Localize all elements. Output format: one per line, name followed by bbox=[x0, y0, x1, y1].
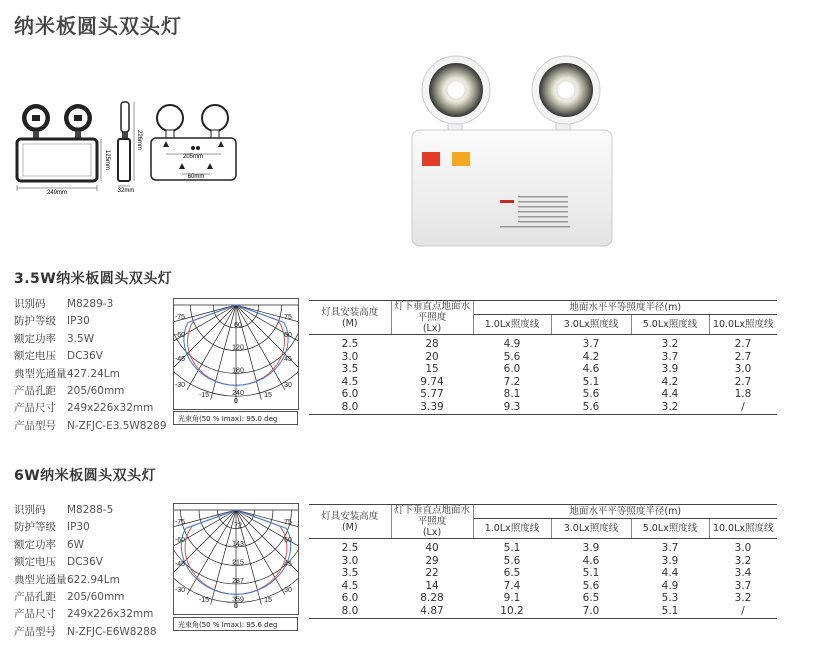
spec-key: 典型光通量 bbox=[14, 367, 67, 380]
polar-angle-label: 15 bbox=[264, 597, 272, 604]
spec-row bbox=[14, 537, 157, 554]
beam-angle-caption: 光束角(50 % Imax): 95.0 deg bbox=[173, 411, 298, 425]
table-cell: 4.87 bbox=[391, 605, 473, 618]
spec-row bbox=[14, 366, 167, 383]
spec-value: 6W bbox=[67, 538, 85, 551]
table-cell: 4.2 bbox=[661, 375, 679, 388]
polar-angle-label: -45 bbox=[174, 561, 186, 568]
spec-value: N-ZFJC-E6W8288 bbox=[67, 625, 157, 638]
table-cell: 6.5 bbox=[582, 592, 600, 605]
total-height-label: 226mm bbox=[136, 129, 142, 151]
table-cell: 3.7 bbox=[661, 350, 679, 363]
header-sub: 3.0Lx照度线 bbox=[551, 519, 631, 539]
table-cell: 7.4 bbox=[503, 579, 521, 592]
spec-row bbox=[14, 502, 157, 519]
table-cell: 5.1 bbox=[503, 542, 521, 554]
spec-value: DC36V bbox=[67, 350, 103, 363]
illuminance-table bbox=[309, 504, 777, 619]
spec-value: 205/60mm bbox=[67, 591, 125, 604]
table-row bbox=[309, 376, 777, 389]
spec-list bbox=[14, 296, 167, 435]
table-cell: 3.7 bbox=[661, 542, 679, 554]
dimension-drawing bbox=[10, 98, 246, 196]
spec-value: M8288-5 bbox=[67, 504, 114, 516]
polar-ring-label: 180 bbox=[232, 367, 244, 375]
back-view bbox=[151, 105, 236, 180]
spec-key: 产品尺寸 bbox=[14, 608, 56, 621]
height-label: 125mm bbox=[104, 149, 110, 171]
table-cell: 5.6 bbox=[582, 388, 600, 401]
table-cell: 40 bbox=[425, 542, 439, 554]
header-height: 灯具安装高度 (M) bbox=[309, 505, 391, 539]
depth-label: 32mm bbox=[117, 188, 135, 194]
polar-angle-label: 45 bbox=[284, 356, 292, 363]
table-row bbox=[309, 555, 777, 568]
polar-angle-label: -15 bbox=[198, 597, 210, 604]
spec-row bbox=[14, 606, 157, 623]
header-radius: 地面水平平等照度半径(m) bbox=[473, 301, 777, 315]
table-cell: 3.2 bbox=[734, 592, 752, 605]
polar-ring-label: 215 bbox=[232, 559, 244, 567]
polar-ring-label: 72 bbox=[234, 522, 242, 530]
table-cell: 8.0 bbox=[309, 605, 391, 618]
table-cell: 9.1 bbox=[503, 592, 521, 605]
polar-diagram bbox=[173, 503, 299, 615]
table-cell: 20 bbox=[425, 350, 439, 363]
spec-list bbox=[14, 502, 157, 641]
table-cell: 1.8 bbox=[734, 388, 752, 401]
table-row bbox=[309, 351, 777, 364]
table-cell: 3.2 bbox=[734, 554, 752, 567]
spec-value: N-ZFJC-E3.5W8289 bbox=[67, 419, 167, 432]
table-cell: 2.7 bbox=[734, 338, 752, 350]
polar-angle-label: -15 bbox=[198, 392, 210, 399]
table-cell: 5.6 bbox=[551, 401, 631, 414]
polar-angle-label: 75 bbox=[284, 519, 292, 526]
header-height: 灯具安装高度 (M) bbox=[309, 301, 391, 335]
table-cell: 2.5 bbox=[341, 542, 359, 554]
spec-key: 识别码 bbox=[14, 298, 46, 310]
spec-key: 额定电压 bbox=[14, 556, 56, 569]
spec-key: 产品孔距 bbox=[14, 591, 56, 604]
spec-value: M8289-3 bbox=[67, 298, 114, 310]
width-label: 249mm bbox=[46, 190, 68, 196]
table-cell: 4.9 bbox=[503, 338, 521, 350]
spec-row bbox=[14, 383, 167, 400]
table-row bbox=[309, 567, 777, 580]
spec-value: 427.24Lm bbox=[67, 367, 120, 380]
header-sub: 1.0Lx照度线 bbox=[473, 519, 551, 539]
spec-value: 249x226x32mm bbox=[67, 402, 154, 415]
spec-value: IP30 bbox=[67, 315, 90, 328]
table-cell: 9.74 bbox=[420, 375, 444, 388]
table-cell: 28 bbox=[425, 338, 439, 350]
table-cell: 3.9 bbox=[582, 542, 600, 554]
table-cell: 8.0 bbox=[309, 401, 391, 414]
header-radius: 地面水平平等照度半径(m) bbox=[473, 505, 777, 519]
spec-key: 额定电压 bbox=[14, 350, 56, 363]
polar-angle-label: 60 bbox=[284, 537, 292, 544]
spec-key: 产品孔距 bbox=[14, 385, 56, 398]
table-cell: 3.5 bbox=[341, 567, 359, 580]
spec-key: 典型光通量 bbox=[14, 573, 67, 586]
spec-key: 产品型号 bbox=[14, 419, 56, 432]
header-sub: 1.0Lx照度线 bbox=[473, 315, 551, 335]
header-sub: 5.0Lx照度线 bbox=[631, 519, 709, 539]
polar-angle-label: 75 bbox=[284, 314, 292, 321]
spec-key: 防护等级 bbox=[14, 521, 56, 534]
polar-ring-label: 60 bbox=[234, 321, 242, 329]
polar-angle-label: 30 bbox=[284, 382, 292, 389]
table-cell: 3.0 bbox=[341, 350, 359, 363]
spec-row bbox=[14, 554, 157, 571]
spec-value: 3.5W bbox=[67, 332, 95, 345]
table-cell: / bbox=[709, 605, 777, 618]
table-cell: 5.77 bbox=[420, 388, 444, 401]
table-cell: 3.7 bbox=[582, 338, 600, 350]
spec-row bbox=[14, 313, 167, 330]
table-row bbox=[309, 580, 777, 593]
table-row bbox=[309, 335, 777, 351]
table-cell: 2.7 bbox=[734, 350, 752, 363]
polar-angle-label: -60 bbox=[174, 332, 186, 339]
polar-angle-label: 30 bbox=[284, 587, 292, 594]
table-cell: 9.3 bbox=[473, 401, 551, 414]
table-cell: 4.4 bbox=[661, 388, 679, 401]
table-cell: 3.9 bbox=[661, 363, 679, 376]
polar-angle-label: 45 bbox=[284, 561, 292, 568]
table-cell: 14 bbox=[425, 579, 439, 592]
table-cell: 22 bbox=[425, 567, 439, 580]
table-cell: 4.9 bbox=[661, 579, 679, 592]
polar-ring-label: 240 bbox=[232, 390, 244, 398]
polar-angle-label: -45 bbox=[174, 356, 186, 363]
beam-angle-caption: 光束角(50 % Imax): 95.6 deg bbox=[173, 617, 298, 631]
table-cell: 5.1 bbox=[631, 605, 709, 618]
spec-value: 249x226x32mm bbox=[67, 608, 154, 621]
header-sub: 5.0Lx照度线 bbox=[631, 315, 709, 335]
table-cell: 4.5 bbox=[341, 579, 359, 592]
table-cell: 4.2 bbox=[582, 350, 600, 363]
polar-grid bbox=[173, 305, 299, 403]
table-cell: 10.2 bbox=[473, 605, 551, 618]
spec-row bbox=[14, 296, 167, 313]
spec-value: DC36V bbox=[67, 556, 103, 569]
table-cell: 3.9 bbox=[661, 554, 679, 567]
hole-large-label: 205mm bbox=[182, 154, 204, 160]
section-title: 3.5W纳米板圆头双头灯 bbox=[14, 271, 173, 287]
table-cell: 3.0 bbox=[734, 363, 752, 376]
table-cell: 5.1 bbox=[582, 375, 600, 388]
polar-angle-label: -60 bbox=[174, 537, 186, 544]
section-title: 6W纳米板圆头双头灯 bbox=[14, 468, 157, 484]
polar-angle-label: -75 bbox=[174, 314, 186, 321]
table-cell: 6.0 bbox=[341, 592, 359, 605]
table-cell: 6.0 bbox=[341, 388, 359, 401]
table-cell: 5.6 bbox=[503, 554, 521, 567]
polar-angle-label: -75 bbox=[174, 519, 186, 526]
table-cell: 6.0 bbox=[503, 363, 521, 376]
spec-key: 额定功率 bbox=[14, 538, 56, 551]
table-cell: 4.6 bbox=[582, 554, 600, 567]
table-row bbox=[309, 539, 777, 555]
spec-row bbox=[14, 589, 157, 606]
table-cell: 3.0 bbox=[734, 542, 752, 554]
table-cell: 8.1 bbox=[503, 388, 521, 401]
spec-row bbox=[14, 572, 157, 589]
table-cell: 3.7 bbox=[734, 579, 752, 592]
table-cell: 29 bbox=[425, 554, 439, 567]
product-photo bbox=[408, 48, 618, 248]
header-lux: 灯下垂直点地面水平照度 (Lx) bbox=[391, 301, 473, 335]
front-view bbox=[17, 104, 110, 196]
table-cell: 4.4 bbox=[661, 567, 679, 580]
table-row bbox=[309, 605, 777, 618]
table-cell: 3.39 bbox=[391, 401, 473, 414]
table-cell: 5.1 bbox=[582, 567, 600, 580]
spec-row bbox=[14, 331, 167, 348]
table-cell: 5.6 bbox=[503, 350, 521, 363]
spec-row bbox=[14, 348, 167, 365]
polar-ring-label: 143 bbox=[232, 540, 244, 548]
header-lux: 灯下垂直点地面水平照度 (Lx) bbox=[391, 505, 473, 539]
table-cell: 15 bbox=[425, 363, 439, 376]
table-cell: 8.28 bbox=[420, 592, 444, 605]
table-cell: 4.6 bbox=[582, 363, 600, 376]
side-view bbox=[118, 102, 142, 194]
spec-key: 额定功率 bbox=[14, 332, 56, 345]
polar-ring-label: 359 bbox=[232, 596, 244, 604]
table-cell: 5.6 bbox=[582, 579, 600, 592]
hole-small-label: 60mm bbox=[187, 174, 205, 180]
table-cell: 6.5 bbox=[503, 567, 521, 580]
table-row bbox=[309, 401, 777, 414]
spec-value: 205/60mm bbox=[67, 385, 125, 398]
table-cell: 3.4 bbox=[734, 567, 752, 580]
table-cell: 3.0 bbox=[341, 554, 359, 567]
illuminance-table bbox=[309, 300, 777, 415]
table-cell: 4.5 bbox=[341, 375, 359, 388]
spec-key: 产品尺寸 bbox=[14, 402, 56, 415]
spec-key: 防护等级 bbox=[14, 315, 56, 328]
polar-angle-label: 15 bbox=[264, 392, 272, 399]
polar-ring-label: 287 bbox=[232, 577, 244, 585]
table-row bbox=[309, 363, 777, 376]
table-row bbox=[309, 592, 777, 605]
table-cell: 7.0 bbox=[551, 605, 631, 618]
header-sub: 10.0Lx照度线 bbox=[709, 315, 777, 335]
table-cell: 3.5 bbox=[341, 363, 359, 376]
polar-angle-label: -30 bbox=[174, 587, 186, 594]
polar-angle-label: 60 bbox=[284, 332, 292, 339]
polar-ring-label: 120 bbox=[232, 344, 244, 352]
header-sub: 10.0Lx照度线 bbox=[709, 519, 777, 539]
table-cell: 2.7 bbox=[734, 375, 752, 388]
table-cell: 7.2 bbox=[503, 375, 521, 388]
table-cell: 2.5 bbox=[341, 338, 359, 350]
spec-row bbox=[14, 418, 167, 435]
header-sub: 3.0Lx照度线 bbox=[551, 315, 631, 335]
table-cell: 3.2 bbox=[661, 338, 679, 350]
table-cell: 5.3 bbox=[661, 592, 679, 605]
spec-row bbox=[14, 519, 157, 536]
table-cell: 3.2 bbox=[631, 401, 709, 414]
spec-row bbox=[14, 624, 157, 641]
spec-value: IP30 bbox=[67, 521, 90, 534]
table-row bbox=[309, 388, 777, 401]
page-title: 纳米板圆头双头灯 bbox=[14, 14, 182, 38]
spec-value: 622.94Lm bbox=[67, 573, 120, 586]
polar-angle-label: 0 bbox=[234, 398, 238, 405]
table-cell: / bbox=[709, 401, 777, 414]
polar-diagram bbox=[173, 298, 299, 410]
spec-row bbox=[14, 400, 167, 417]
spec-key: 识别码 bbox=[14, 504, 46, 516]
polar-angle-label: 0 bbox=[234, 603, 238, 610]
polar-angle-label: -30 bbox=[174, 382, 186, 389]
spec-key: 产品型号 bbox=[14, 625, 56, 638]
